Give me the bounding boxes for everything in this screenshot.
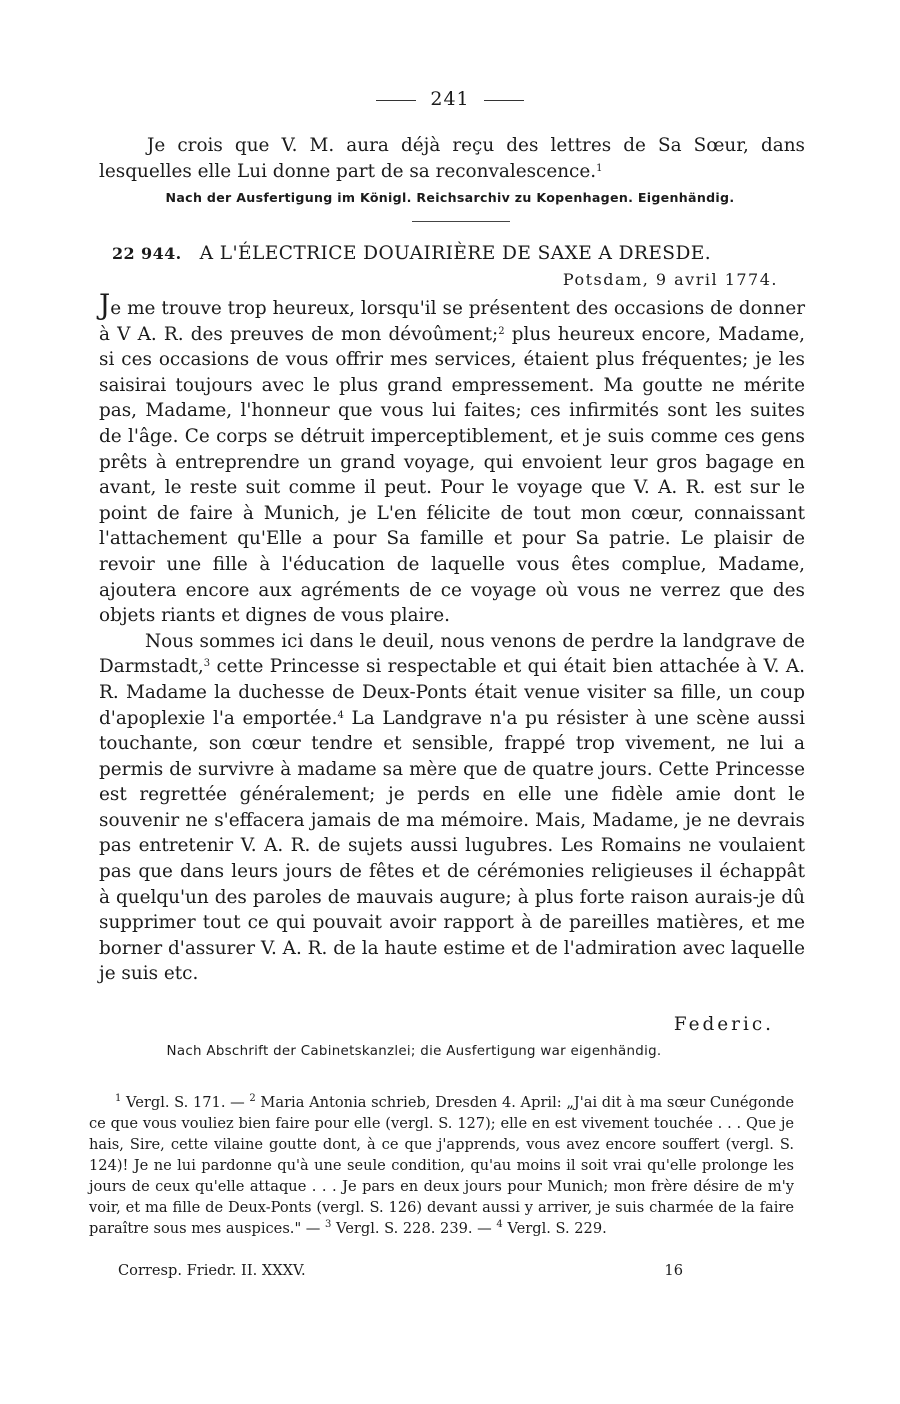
footnotes <box>89 1092 794 1239</box>
intro-text: Je crois que V. M. aura déjà reçu des lettres de Sa Sœur, dans lesquelles elle Lui donne part de sa reconvalescence. <box>99 135 805 182</box>
letter-paragraph-1: Je me trouve trop heureux, lorsqu'il se présentent des occasions de donner à V A. R. des preuves de mon dévoûment;$^2$ plus heureux encore, Madame, si ces occasions de vous offrir mes services, étaient plus fréquentes; je les saisirai toujours avec le plus grand empressement. Ma goutte ne mérite pas, Madame, l'honneur que vous lui faites; ces infirmités sont les suites de l'âge. Ce corps se détruit imperceptiblement, et je suis comme ces gens prêts à entreprendre un grand voyage, qui envoient leur gros bagage en avant, le reste suit comme il peut. Pour le voyage que V. A. R. est sur le point de faire à Munich, je L'en félicite de tout mon cœur, connaissant l'attachement qu'Elle a pour Sa famille et pour Sa patrie. Le plaisir de revoir une fille à l'éducation de laquelle vous êtes complue, Madame, ajoutera encore aux agréments de ce voyage où vous ne verrez que des objets riants et dignes de vous plaire. <box>99 288 805 627</box>
letter-heading <box>112 243 802 264</box>
footnote-mark: 3 <box>203 658 211 670</box>
page-footer <box>118 1262 683 1279</box>
letter-number: 22 944. <box>112 244 182 263</box>
footnote-mark: 2 <box>498 325 505 337</box>
letter-title: A L'ÉLECTRICE DOUAIRIÈRE DE SAXE A DRESDE. <box>199 243 712 264</box>
initial-letter: J <box>99 288 111 321</box>
signature: Federic. <box>673 1014 774 1035</box>
letter-place-date: Potsdam, 9 avril 1774. <box>562 270 778 289</box>
footer-signature-mark: 16 <box>664 1262 683 1279</box>
source-note-2: Nach Abschrift der Cabinetskanzlei; die Ausfertigung war eigenhändig. <box>166 1044 662 1059</box>
footnote-mark: 1 <box>596 162 603 174</box>
intro-paragraph <box>99 133 805 184</box>
letter-body <box>99 288 805 987</box>
footnote-mark: 4 <box>337 709 344 721</box>
source-note-1: Nach der Ausfertigung im Königl. Reichsarchiv zu Kopenhagen. Eigenhändig. <box>165 190 735 205</box>
footnote-text: $^1$ Vergl. S. 171. — $^2$ Maria Antonia schrieb, Dresden 4. April: „J'ai dit à ma sœur Cunégonde ce que vous vouliez bien faire pour elle (vergl. S. 127); elle en est vivement touchée . . . Que je hais, Sire, cette vilaine goutte dont, à ce que j'apprends, vous avez encore souffert (vergl. S. 124)! Je ne lui pardonne qu'à une seule condition, qu'au moins il soit vrai qu'elle prolonge les jours de ceux qu'elle attaque . . . Je pars en deux jours pour Munich; mon frère désire de m'y voir, et ma fille de Deux-Ponts (vergl. S. 126) devant aussi y arriver, je suis charmée de la faire paraître sous mes auspices." — $^3$ Vergl. S. 228. 239. — $^4$ Vergl. S. 229. <box>89 1093 794 1237</box>
page-number-text: 241 <box>430 88 470 110</box>
footer-volume: Corresp. Friedr. II. XXXV. <box>118 1262 306 1279</box>
header-rule-left <box>376 100 416 101</box>
page-number <box>0 88 900 110</box>
header-rule-right <box>484 100 524 101</box>
letter-paragraph-2: Nous sommes ici dans le deuil, nous venons de perdre la landgrave de Darmstadt,$^3$ cette Princesse si respectable et qui était bien attachée à V. A. R. Madame la duchesse de Deux-Ponts était venue visiter sa fille, un coup d'apoplexie l'a emportée.$^4$ La Landgrave n'a pu résister à une scène aussi touchante, son cœur tendre et sensible, frappé trop vivement, ne lui a permis de survivre à madame sa mère que de quatre jours. Cette Princesse est regrettée généralement; je perds en elle une fidèle amie dont le souvenir ne s'effacera jamais de ma mémoire. Mais, Madame, je ne devrais pas entretenir V. A. R. de sujets aussi lugubres. Les Romains ne voulaient pas que dans leurs jours de fêtes et de cérémonies religieuses il échappât à quelqu'un des paroles de mauvais augure; à plus forte raison aurais-je dû supprimer tout ce qui pouvait avoir rapport à de pareilles matières, et me borner d'assurer V. A. R. de la haute estime et de l'admiration avec laquelle je suis etc. <box>99 630 805 985</box>
section-divider <box>412 221 510 222</box>
